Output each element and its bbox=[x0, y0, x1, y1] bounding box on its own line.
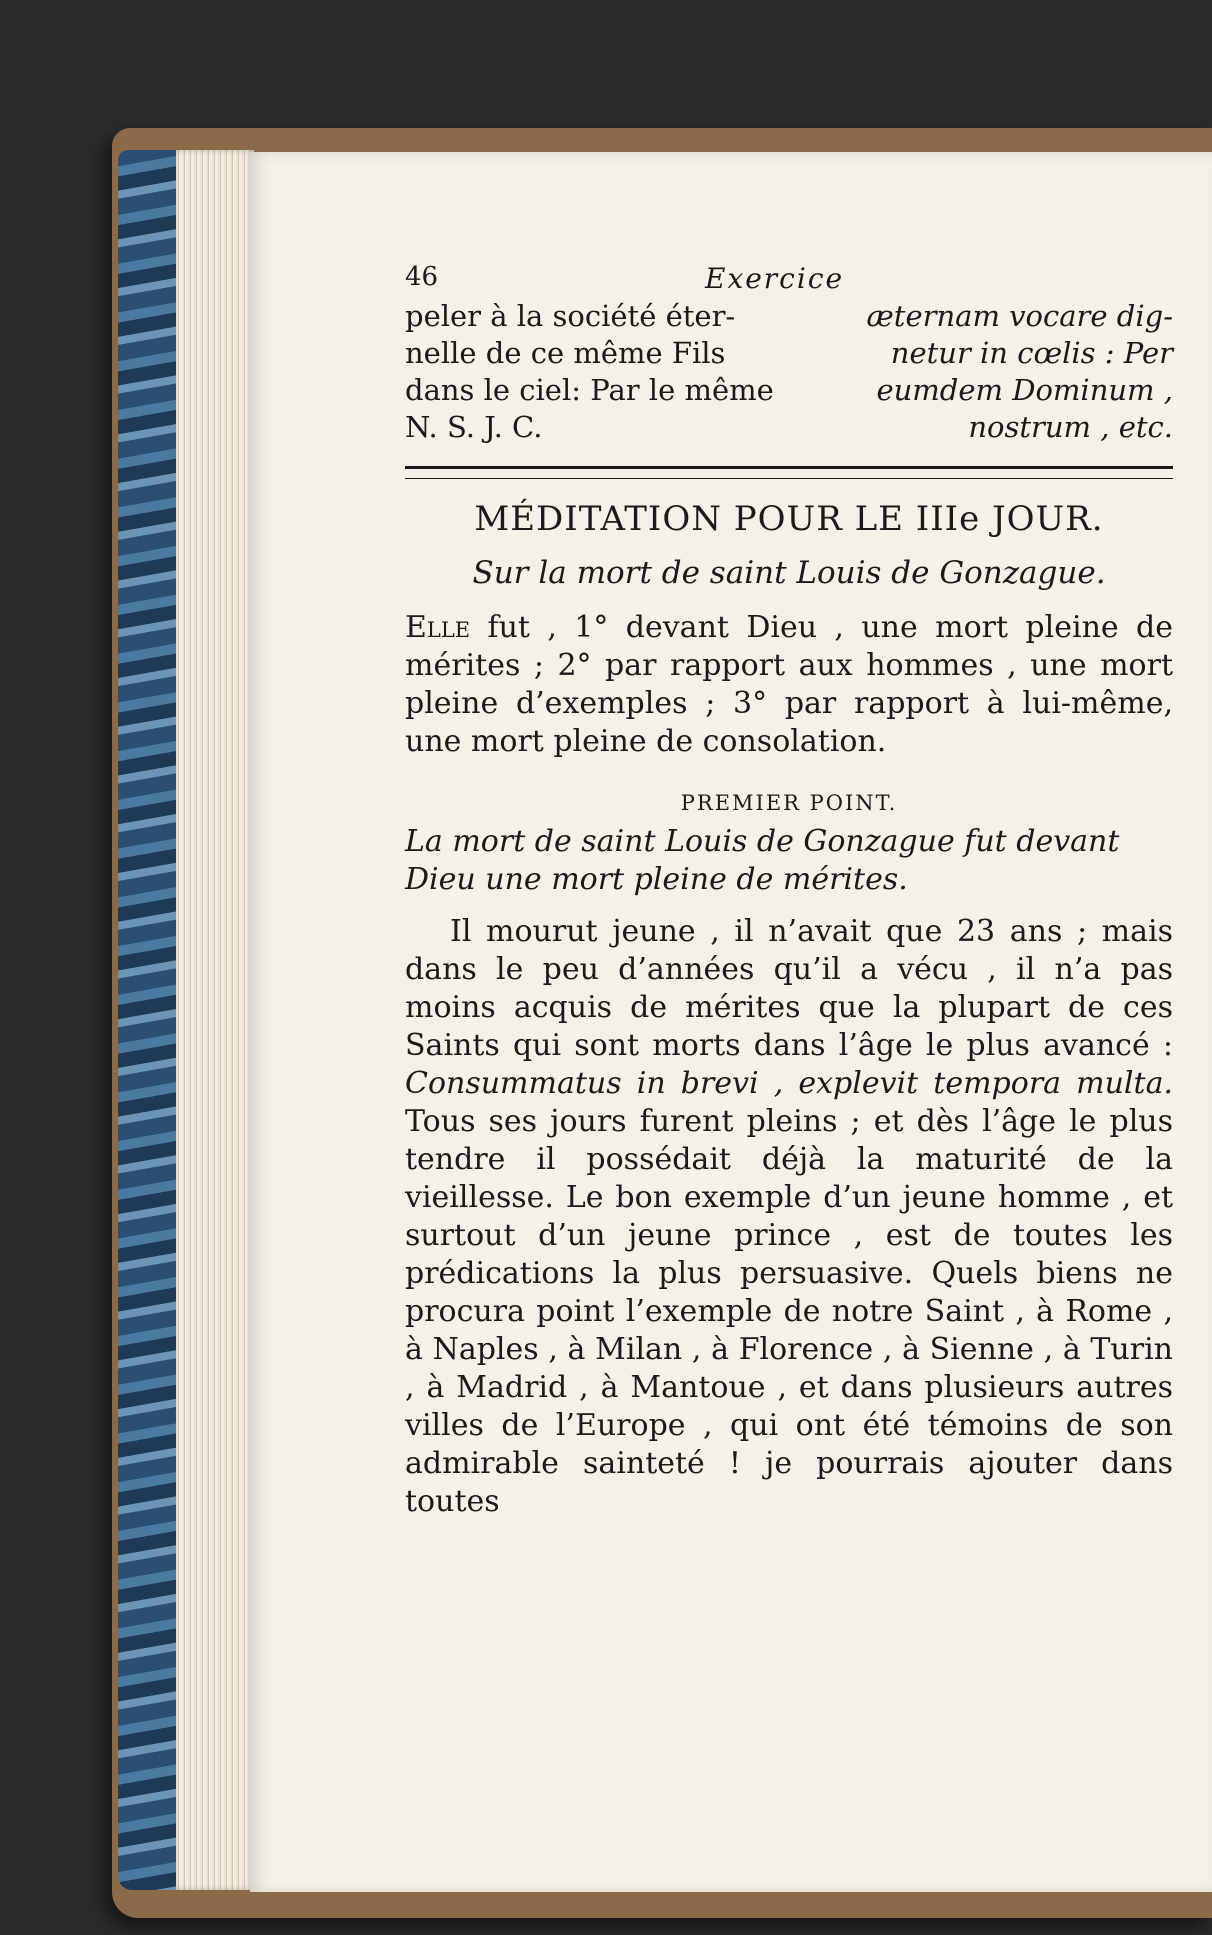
meditation-title: MÉDITATION POUR LE IIIe JOUR. bbox=[474, 499, 1104, 539]
prayer-latin-line: nostrum , etc. bbox=[968, 410, 1173, 444]
prayer-french-line: nelle de ce même Fils bbox=[405, 336, 726, 370]
body-paragraph bbox=[405, 913, 1173, 1521]
intro-lead: Elle bbox=[405, 610, 471, 645]
book-spine bbox=[118, 150, 179, 1890]
body-text-a: Il mourut jeune , il n’avait que 23 ans ; mais dans le peu d’années qu’il a vécu , il n’a pas moins acquis de mérites que la plupart de ces Saints qui sont morts dans l’âge le plus avancé : bbox=[405, 914, 1173, 1063]
page-text bbox=[405, 262, 1173, 1551]
page-number: 46 bbox=[405, 262, 439, 292]
running-title: Exercice bbox=[705, 262, 845, 295]
prayer-french-line: peler à la société éter- bbox=[405, 299, 736, 333]
prayer-french-line: N. S. J. C. bbox=[405, 410, 543, 444]
section-rule bbox=[405, 466, 1173, 479]
intro-text: fut , 1° devant Dieu , une mort pleine de mérites ; 2° par rapport aux hommes , une mort pleine d’exemples ; 3° par rapport à lui-même, une mort pleine de consolation. bbox=[405, 610, 1173, 759]
prayer-latin bbox=[808, 298, 1173, 446]
prayer-latin-line: æternam vocare dig- bbox=[866, 299, 1173, 333]
prayer-french-line: dans le ciel: Par le même bbox=[405, 373, 774, 407]
body-text-b: Tous ses jours furent pleins ; et dès l’âge le plus tendre il possédait déjà la maturité de la vieillesse. Le bon exemple d’un jeune homme , et surtout d’un jeune prince , est de toutes les prédications la plus persuasive. Quels biens ne procura point l’exemple de notre Saint , à Rome , à Naples , à Milan , à Florence , à Sienne , à Turin , à Madrid , à Mantoue , et dans plusieurs autres villes de l’Europe , qui ont été témoins de son admirable sainteté ! je pourrais ajouter dans toutes bbox=[405, 1104, 1173, 1519]
prayer-latin-line: eumdem Dominum , bbox=[876, 373, 1173, 407]
latin-quote: Consummatus in brevi , explevit tempora multa. bbox=[405, 1066, 1173, 1101]
page-edges bbox=[176, 150, 254, 1890]
point-heading: PREMIER POINT. bbox=[680, 791, 898, 815]
page-header bbox=[405, 262, 1173, 298]
meditation-subtitle: Sur la mort de saint Louis de Gonzague. bbox=[472, 555, 1106, 591]
prayer-french bbox=[405, 298, 800, 446]
prayer-columns bbox=[405, 298, 1173, 446]
prayer-latin-line: netur in cœlis : Per bbox=[890, 336, 1173, 370]
intro-paragraph bbox=[405, 609, 1173, 761]
point-subtitle: La mort de saint Louis de Gonzague fut devant Dieu une mort pleine de mérites. bbox=[405, 824, 1120, 897]
